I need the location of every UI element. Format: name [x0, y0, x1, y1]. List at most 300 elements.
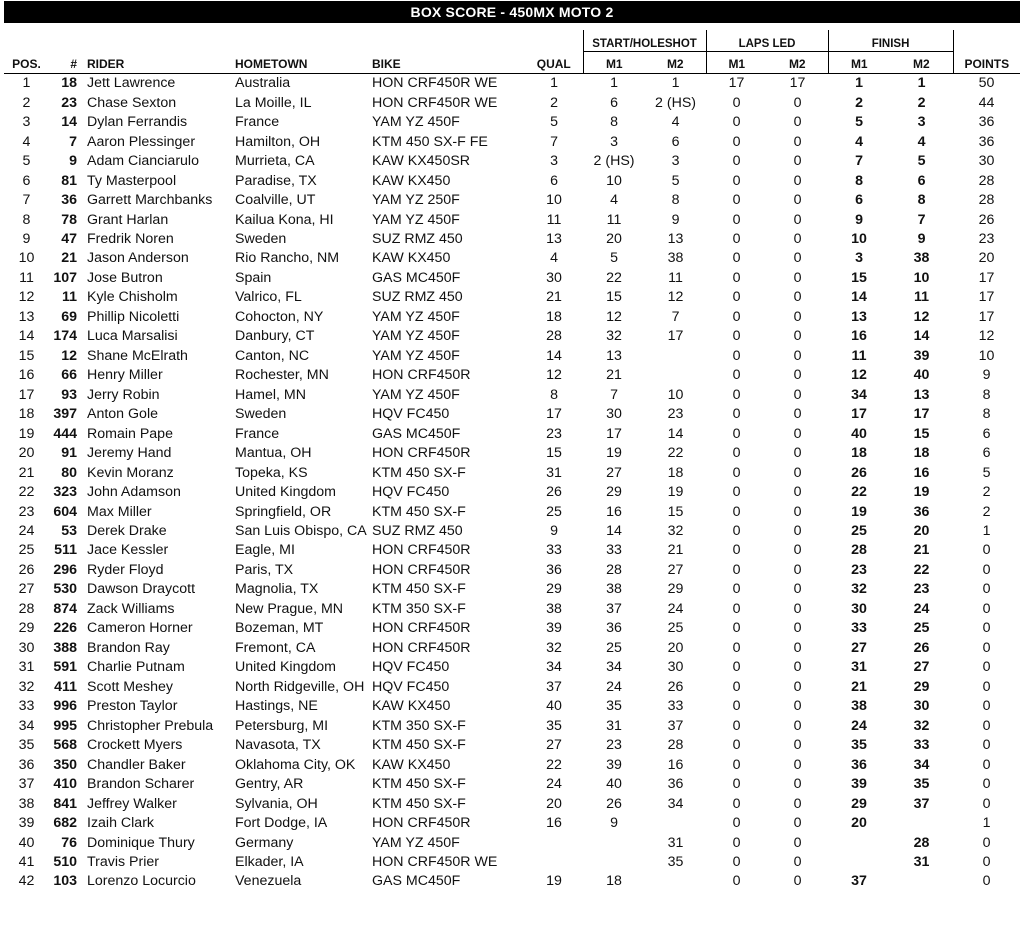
cell-number: 23 — [61, 94, 77, 111]
cell-rider: Zack Williams — [87, 600, 175, 617]
cell-start-m2: 1 — [671, 75, 680, 92]
cell-qual: 22 — [546, 756, 562, 773]
cell-laps-m1: 0 — [732, 737, 741, 754]
group-laps-led: LAPS LED — [706, 30, 828, 52]
col-laps-m1: M1 — [706, 52, 767, 74]
cell-laps-m1: 0 — [732, 503, 741, 520]
cell-number: 174 — [53, 328, 77, 345]
cell-qual — [525, 852, 583, 871]
cell-bike: YAM YZ 450F — [372, 386, 460, 403]
cell-hometown: North Ridgeville, OH — [235, 678, 365, 695]
cell-bike: HON CRF450R WE — [372, 94, 498, 111]
table-row — [4, 735, 1020, 754]
cell-points: 17 — [978, 289, 995, 306]
cell-points: 30 — [978, 153, 995, 170]
cell-start-m1: 21 — [606, 367, 622, 384]
cell-laps-m2: 0 — [793, 776, 802, 793]
cell-laps-m2: 0 — [793, 581, 802, 598]
cell-start-m1: 8 — [610, 114, 618, 131]
cell-hometown: Danbury, CT — [235, 328, 315, 345]
col-rider: RIDER — [85, 52, 233, 74]
cell-points: 0 — [982, 776, 991, 793]
cell-hometown: France — [235, 114, 280, 131]
cell-qual: 19 — [546, 873, 562, 890]
cell-pos: 1 — [22, 75, 31, 92]
cell-start-m2: 9 — [671, 211, 680, 228]
cell-points: 0 — [982, 639, 991, 656]
cell-qual: 7 — [550, 133, 558, 150]
cell-number: 568 — [53, 737, 77, 754]
cell-start-m2: 36 — [667, 776, 684, 793]
cell-start-m1: 1 — [610, 75, 618, 92]
cell-qual: 16 — [546, 815, 562, 832]
cell-pos: 30 — [18, 639, 35, 656]
cell-hometown: Paris, TX — [235, 561, 294, 578]
table-row — [4, 872, 1020, 891]
cell-start-m2: 31 — [667, 834, 684, 851]
cell-number: 995 — [53, 717, 77, 734]
table-row — [4, 307, 1020, 326]
cell-start-m1: 2 (HS) — [593, 153, 635, 170]
cell-start-m2 — [645, 813, 706, 832]
cell-start-m2: 23 — [667, 406, 684, 423]
table-row — [4, 327, 1020, 346]
cell-laps-m2: 0 — [793, 153, 802, 170]
cell-start-m1: 9 — [610, 815, 618, 832]
cell-finish-m1: 25 — [851, 523, 867, 540]
cell-bike: KTM 450 SX-F FE — [372, 133, 488, 150]
cell-start-m1: 28 — [606, 561, 622, 578]
cell-points: 5 — [982, 464, 991, 481]
cell-rider: Cameron Horner — [87, 620, 193, 637]
cell-rider: Chandler Baker — [87, 756, 186, 773]
cell-rider: Fredrik Noren — [87, 230, 174, 247]
cell-number: 47 — [61, 230, 77, 247]
cell-bike: KAW KX450 — [372, 172, 451, 189]
cell-pos: 4 — [22, 133, 31, 150]
cell-rider: Romain Pape — [87, 425, 173, 442]
cell-pos: 21 — [18, 464, 35, 481]
cell-bike: HQV FC450 — [372, 484, 450, 501]
cell-finish-m1: 1 — [855, 75, 863, 92]
cell-finish-m1 — [828, 852, 890, 871]
cell-qual: 18 — [546, 308, 562, 325]
cell-pos: 17 — [18, 386, 35, 403]
cell-hometown: Cohocton, NY — [235, 308, 324, 325]
table-row — [4, 171, 1020, 190]
cell-hometown: Paradise, TX — [235, 172, 317, 189]
cell-laps-m1: 0 — [732, 230, 741, 247]
cell-start-m2: 22 — [667, 445, 684, 462]
cell-laps-m1: 0 — [732, 698, 741, 715]
cell-bike: YAM YZ 450F — [372, 328, 460, 345]
cell-laps-m1: 0 — [732, 172, 741, 189]
cell-start-m1: 14 — [606, 523, 622, 540]
cell-laps-m2: 0 — [793, 834, 802, 851]
cell-finish-m1: 4 — [855, 133, 863, 150]
cell-number: 36 — [61, 192, 77, 209]
cell-rider: Shane McElrath — [87, 347, 188, 364]
cell-rider: Dawson Draycott — [87, 581, 196, 598]
cell-start-m2: 37 — [667, 717, 684, 734]
cell-finish-m2: 2 — [917, 94, 926, 111]
table-row — [4, 424, 1020, 443]
cell-number: 66 — [61, 367, 77, 384]
cell-bike: KAW KX450 — [372, 698, 451, 715]
cell-finish-m2: 9 — [917, 230, 926, 247]
cell-points: 0 — [982, 561, 991, 578]
cell-finish-m1: 37 — [851, 873, 867, 890]
cell-finish-m2: 24 — [913, 600, 930, 617]
cell-number: 397 — [53, 406, 77, 423]
cell-start-m1: 36 — [606, 620, 622, 637]
cell-finish-m1: 10 — [851, 230, 867, 247]
cell-finish-m2: 38 — [913, 250, 930, 267]
table-row — [4, 502, 1020, 521]
cell-rider: Jett Lawrence — [87, 75, 176, 92]
cell-points: 8 — [982, 406, 991, 423]
cell-start-m1: 10 — [606, 172, 622, 189]
cell-hometown: Hamilton, OH — [235, 133, 321, 150]
cell-number: 510 — [53, 853, 77, 870]
cell-laps-m2: 0 — [793, 94, 802, 111]
cell-finish-m2: 30 — [913, 698, 930, 715]
cell-number: 78 — [61, 211, 77, 228]
cell-bike: HQV FC450 — [372, 659, 450, 676]
cell-laps-m2: 0 — [793, 561, 802, 578]
table-row — [4, 268, 1020, 287]
cell-laps-m1: 0 — [732, 853, 741, 870]
cell-start-m1: 23 — [606, 737, 622, 754]
cell-pos: 27 — [18, 581, 35, 598]
table-row — [4, 774, 1020, 793]
cell-pos: 19 — [18, 425, 35, 442]
col-start-m2: M2 — [645, 52, 706, 74]
cell-laps-m2: 0 — [793, 737, 802, 754]
cell-points: 10 — [978, 347, 995, 364]
cell-laps-m1: 0 — [732, 815, 741, 832]
cell-laps-m1: 0 — [732, 211, 741, 228]
cell-finish-m1: 7 — [855, 153, 863, 170]
cell-pos: 10 — [18, 250, 35, 267]
cell-laps-m1: 0 — [732, 269, 741, 286]
cell-laps-m1: 0 — [732, 308, 741, 325]
cell-number: 91 — [61, 445, 77, 462]
cell-start-m1: 33 — [606, 542, 622, 559]
cell-start-m2: 13 — [667, 230, 684, 247]
cell-finish-m1: 14 — [851, 289, 867, 306]
col-points: POINTS — [953, 52, 1020, 74]
cell-pos: 29 — [18, 620, 35, 637]
table-row — [4, 677, 1020, 696]
cell-pos: 18 — [18, 406, 35, 423]
cell-hometown: Eagle, MI — [235, 542, 295, 559]
cell-start-m1 — [583, 852, 645, 871]
cell-qual: 14 — [546, 347, 562, 364]
cell-bike: GAS MC450F — [372, 425, 461, 442]
cell-finish-m1: 2 — [855, 94, 863, 111]
cell-laps-m2: 0 — [793, 698, 802, 715]
cell-hometown: Murrieta, CA — [235, 153, 315, 170]
cell-hometown: Petersburg, MI — [235, 717, 329, 734]
cell-hometown: Sylvania, OH — [235, 795, 318, 812]
cell-laps-m2: 0 — [793, 639, 802, 656]
cell-number: 874 — [53, 600, 77, 617]
cell-finish-m2: 1 — [917, 75, 926, 92]
cell-start-m2: 25 — [667, 620, 684, 637]
cell-qual: 11 — [546, 211, 562, 228]
cell-rider: Charlie Putnam — [87, 659, 185, 676]
table-row — [4, 599, 1020, 618]
cell-finish-m1: 13 — [851, 308, 867, 325]
cell-start-m2: 11 — [668, 269, 683, 286]
cell-start-m2: 24 — [667, 600, 684, 617]
cell-start-m2: 20 — [667, 639, 684, 656]
col-finish-m2: M2 — [890, 52, 953, 74]
cell-finish-m2: 28 — [913, 834, 930, 851]
cell-hometown: Valrico, FL — [235, 289, 302, 306]
cell-bike: SUZ RMZ 450 — [372, 289, 463, 306]
cell-start-m2: 21 — [667, 542, 684, 559]
cell-qual: 1 — [550, 75, 558, 92]
cell-laps-m2: 0 — [793, 386, 802, 403]
cell-bike: YAM YZ 450F — [372, 347, 460, 364]
cell-laps-m2: 0 — [793, 308, 802, 325]
cell-rider: Jace Kessler — [87, 542, 169, 559]
cell-finish-m2: 33 — [913, 737, 930, 754]
cell-points: 6 — [982, 445, 991, 462]
table-row — [4, 716, 1020, 735]
cell-start-m2: 16 — [667, 756, 684, 773]
cell-qual: 4 — [550, 250, 558, 267]
cell-start-m2: 4 — [671, 114, 680, 131]
cell-laps-m1: 0 — [732, 133, 741, 150]
cell-hometown: Rio Rancho, NM — [235, 250, 340, 267]
cell-points: 1 — [982, 815, 991, 832]
cell-number: 444 — [53, 425, 77, 442]
cell-laps-m1: 0 — [732, 776, 741, 793]
cell-laps-m1: 0 — [732, 289, 741, 306]
cell-finish-m1: 9 — [855, 211, 863, 228]
cell-finish-m1: 15 — [851, 269, 867, 286]
cell-qual: 17 — [546, 406, 562, 423]
cell-finish-m1: 3 — [855, 250, 863, 267]
cell-laps-m2: 0 — [793, 503, 802, 520]
cell-pos: 32 — [18, 678, 35, 695]
cell-start-m1: 40 — [606, 776, 622, 793]
cell-pos: 7 — [22, 192, 31, 209]
table-row — [4, 404, 1020, 423]
cell-bike: KTM 450 SX-F — [372, 464, 466, 481]
cell-finish-m2: 18 — [913, 445, 930, 462]
cell-start-m1: 24 — [606, 678, 622, 695]
cell-finish-m1: 22 — [851, 484, 867, 501]
cell-rider: Dominique Thury — [87, 834, 195, 851]
cell-bike: HON CRF450R — [372, 620, 471, 637]
col-pos: POS. — [4, 52, 49, 74]
cell-start-m2 — [645, 872, 706, 891]
cell-bike: YAM YZ 250F — [372, 192, 460, 209]
cell-pos: 40 — [18, 834, 35, 851]
cell-number: 411 — [54, 678, 77, 695]
cell-qual: 24 — [546, 776, 562, 793]
table-row — [4, 249, 1020, 268]
cell-laps-m2: 0 — [793, 484, 802, 501]
cell-start-m1: 13 — [606, 347, 622, 364]
cell-pos: 3 — [22, 114, 31, 131]
cell-number: 410 — [53, 776, 77, 793]
table-row — [4, 385, 1020, 404]
cell-laps-m2: 0 — [793, 406, 802, 423]
cell-pos: 25 — [18, 542, 35, 559]
cell-bike: HON CRF450R — [372, 561, 471, 578]
cell-finish-m2: 4 — [917, 133, 926, 150]
cell-points: 50 — [978, 75, 995, 92]
cell-start-m1: 35 — [606, 698, 622, 715]
cell-qual: 5 — [550, 114, 558, 131]
table-row — [4, 463, 1020, 482]
cell-qual: 38 — [546, 600, 562, 617]
cell-finish-m2: 27 — [913, 659, 930, 676]
cell-pos: 24 — [18, 523, 35, 540]
cell-finish-m1: 11 — [851, 347, 867, 364]
table-row — [4, 443, 1020, 462]
cell-laps-m2: 0 — [793, 114, 802, 131]
cell-start-m1: 26 — [606, 795, 622, 812]
cell-hometown: Bozeman, MT — [235, 620, 324, 637]
cell-bike: SUZ RMZ 450 — [372, 230, 463, 247]
cell-hometown: Rochester, MN — [235, 367, 329, 384]
cell-pos: 23 — [18, 503, 35, 520]
cell-laps-m1: 0 — [732, 425, 741, 442]
table-row — [4, 755, 1020, 774]
cell-number: 296 — [53, 561, 77, 578]
cell-laps-m1: 0 — [732, 464, 741, 481]
cell-bike: KTM 450 SX-F — [372, 503, 466, 520]
table-row — [4, 229, 1020, 248]
cell-laps-m2: 0 — [793, 211, 802, 228]
cell-hometown: Spain — [235, 269, 272, 286]
cell-start-m1: 5 — [610, 250, 618, 267]
cell-laps-m1: 0 — [732, 581, 741, 598]
cell-qual: 9 — [550, 523, 558, 540]
cell-rider: Jeffrey Walker — [87, 795, 177, 812]
col-hometown: HOMETOWN — [233, 52, 370, 74]
cell-finish-m2: 12 — [913, 308, 930, 325]
results-body — [4, 74, 1020, 892]
cell-pos: 26 — [18, 561, 35, 578]
cell-start-m2: 28 — [667, 737, 684, 754]
table-row — [4, 619, 1020, 638]
cell-number: 591 — [53, 659, 77, 676]
cell-laps-m2: 0 — [793, 523, 802, 540]
cell-laps-m2: 0 — [793, 328, 802, 345]
cell-hometown: Topeka, KS — [235, 464, 308, 481]
cell-qual: 8 — [550, 386, 558, 403]
cell-start-m2 — [645, 346, 706, 365]
cell-qual: 40 — [546, 698, 562, 715]
cell-qual: 39 — [546, 620, 562, 637]
cell-laps-m2: 0 — [793, 192, 802, 209]
cell-finish-m2: 14 — [913, 328, 930, 345]
cell-bike: HON CRF450R WE — [372, 75, 498, 92]
cell-finish-m2: 37 — [913, 795, 930, 812]
cell-laps-m1: 0 — [732, 659, 741, 676]
cell-number: 7 — [69, 133, 77, 150]
cell-finish-m1: 34 — [851, 386, 867, 403]
cell-rider: Kevin Moranz — [87, 464, 174, 481]
cell-laps-m1: 0 — [732, 250, 741, 267]
cell-finish-m2: 10 — [913, 269, 930, 286]
cell-finish-m2: 19 — [913, 484, 930, 501]
col-qual: QUAL — [525, 52, 583, 74]
cell-hometown: Springfield, OR — [235, 503, 332, 520]
cell-points: 0 — [982, 834, 991, 851]
cell-start-m2: 8 — [671, 192, 680, 209]
cell-qual: 21 — [546, 289, 562, 306]
cell-points: 0 — [982, 678, 991, 695]
cell-start-m1: 25 — [606, 639, 622, 656]
cell-hometown: Australia — [235, 75, 291, 92]
col-number: # — [49, 52, 85, 74]
cell-rider: Aaron Plessinger — [87, 133, 196, 150]
cell-laps-m2: 0 — [793, 289, 802, 306]
cell-rider: Luca Marsalisi — [87, 328, 178, 345]
cell-hometown: Fort Dodge, IA — [235, 815, 328, 832]
cell-number: 511 — [54, 542, 77, 559]
cell-finish-m2: 21 — [913, 542, 930, 559]
cell-qual: 3 — [550, 153, 558, 170]
cell-start-m1: 6 — [610, 94, 618, 111]
cell-start-m1: 4 — [610, 192, 618, 209]
cell-hometown: Hamel, MN — [235, 386, 306, 403]
cell-finish-m2 — [890, 872, 953, 891]
cell-qual: 35 — [546, 717, 562, 734]
cell-start-m2 — [645, 366, 706, 385]
cell-number: 530 — [53, 581, 77, 598]
cell-number: 76 — [61, 834, 77, 851]
cell-start-m1: 30 — [606, 406, 622, 423]
cell-points: 0 — [982, 717, 991, 734]
cell-finish-m1: 40 — [851, 425, 867, 442]
cell-bike: HON CRF450R — [372, 815, 471, 832]
cell-bike: YAM YZ 450F — [372, 114, 460, 131]
cell-points: 36 — [978, 114, 995, 131]
cell-points: 0 — [982, 620, 991, 637]
cell-start-m1: 12 — [606, 308, 622, 325]
cell-laps-m2: 0 — [793, 445, 802, 462]
cell-laps-m2: 17 — [789, 75, 806, 92]
cell-rider: Chase Sexton — [87, 94, 177, 111]
cell-finish-m1: 17 — [851, 406, 867, 423]
cell-number: 53 — [61, 523, 77, 540]
col-finish-m1: M1 — [828, 52, 890, 74]
cell-hometown: Magnolia, TX — [235, 581, 319, 598]
cell-qual: 15 — [546, 445, 562, 462]
cell-laps-m2: 0 — [793, 678, 802, 695]
cell-bike: KTM 450 SX-F — [372, 776, 466, 793]
table-row — [4, 852, 1020, 871]
cell-points: 17 — [978, 308, 995, 325]
cell-bike: KAW KX450 — [372, 250, 451, 267]
cell-start-m1 — [583, 833, 645, 852]
cell-finish-m2: 16 — [913, 464, 930, 481]
cell-start-m2: 2 (HS) — [655, 94, 697, 111]
cell-laps-m1: 0 — [732, 406, 741, 423]
cell-points: 9 — [982, 367, 991, 384]
cell-hometown: United Kingdom — [235, 484, 336, 501]
cell-points: 8 — [982, 386, 991, 403]
